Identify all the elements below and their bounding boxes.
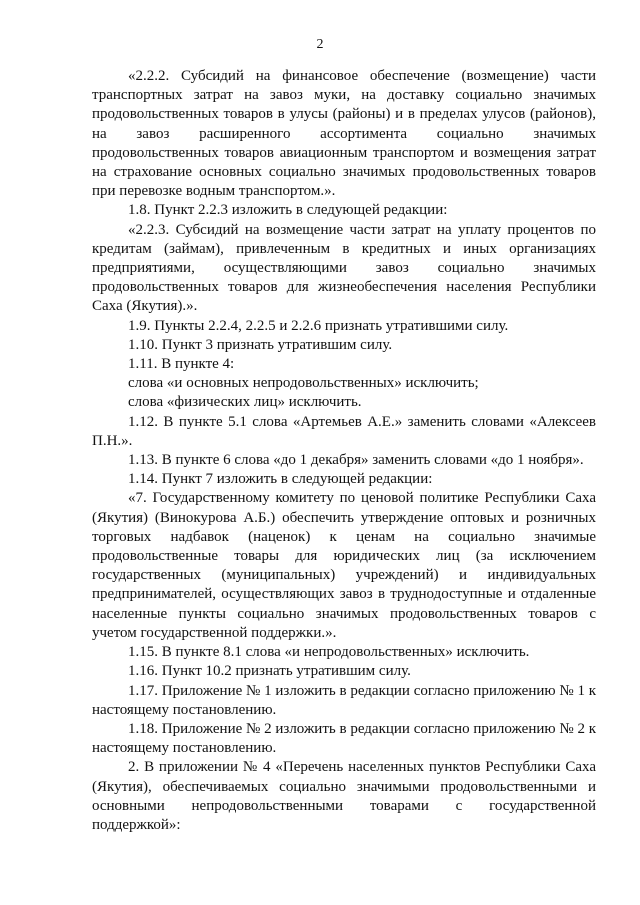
paragraph-1-12: 1.12. В пункте 5.1 слова «Артемьев А.Е.» заменить словами «Алексеев П.Н.». [92, 413, 596, 449]
paragraph-7-quote: «7. Государственному комитету по ценовой политике Республики Саха (Якутия) (Винокурова А.Б.) обеспечить утверждение оптовых и розничных торговых надбавок (наценок) к ценам на социально значимые продовольственные товары для юридических лиц (за исключением государственных (муниципальных) учреждений) и индивидуальных предпринимателей, осуществляющих завоз в труднодоступные и отдаленные населенные пункты социально значимых продовольственных товаров с учетом государственной поддержки.». [92, 490, 596, 641]
paragraph-1-13: 1.13. В пункте 6 слова «до 1 декабря» заменить словами «до 1 ноября». [128, 452, 584, 469]
paragraph-1-14: 1.14. Пункт 7 изложить в следующей редакции: [128, 471, 433, 488]
paragraph-1-11: 1.11. В пункте 4: [128, 356, 235, 373]
paragraph-2-2-3: «2.2.3. Субсидий на возмещение части затрат на уплату процентов по кредитам (займам), привлеченным в кредитных и иных организациях предприятиями, осуществляющими завоз социально значимых продовольственных товаров для жизнеобеспечения населения Республики Саха (Якутия).». [92, 221, 596, 315]
paragraph-1-15: 1.15. В пункте 8.1 слова «и непродовольственных» исключить. [128, 644, 530, 661]
paragraph-1-8: 1.8. Пункт 2.2.3 изложить в следующей редакции: [128, 202, 448, 219]
paragraph-1-16: 1.16. Пункт 10.2 признать утратившим силу. [128, 663, 411, 680]
paragraph-1-9: 1.9. Пункты 2.2.4, 2.2.5 и 2.2.6 признать утратившими силу. [128, 317, 509, 334]
paragraph-1-18: 1.18. Приложение № 2 изложить в редакции согласно приложению № 2 к настоящему постановлению. [92, 720, 596, 757]
paragraph-2-2-2: «2.2.2. Субсидий на финансовое обеспечение (возмещение) части транспортных затрат на завоз муки, на доставку социально значимых продовольственных товаров в улусы (районы) и в пределах улусов (районов), на завоз расширенного ассортимента социально значимых продовольственных товаров авиационным транспортом и возмещения затрат на страхование основных социально значимых продовольственных товаров при перевозке водным транспортом.». [92, 68, 596, 200]
paragraph-1-17: 1.17. Приложение № 1 изложить в редакции согласно приложению № 1 к настоящему постановлению. [92, 682, 596, 718]
paragraph-1-11-item-1: слова «и основных непродовольственных» исключить; [128, 375, 479, 392]
document-body [92, 67, 596, 835]
paragraph-1-11-item-2: слова «физических лиц» исключить. [128, 394, 362, 411]
paragraph-2: 2. В приложении № 4 «Перечень населенных пунктов Республики Саха (Якутия), обеспечиваемых социально значимыми продовольственными и основными непродовольственными товарами с государственной поддержкой»: [92, 759, 596, 833]
paragraph-1-10: 1.10. Пункт 3 признать утратившим силу. [128, 336, 393, 353]
page-number: 2 [316, 37, 324, 52]
